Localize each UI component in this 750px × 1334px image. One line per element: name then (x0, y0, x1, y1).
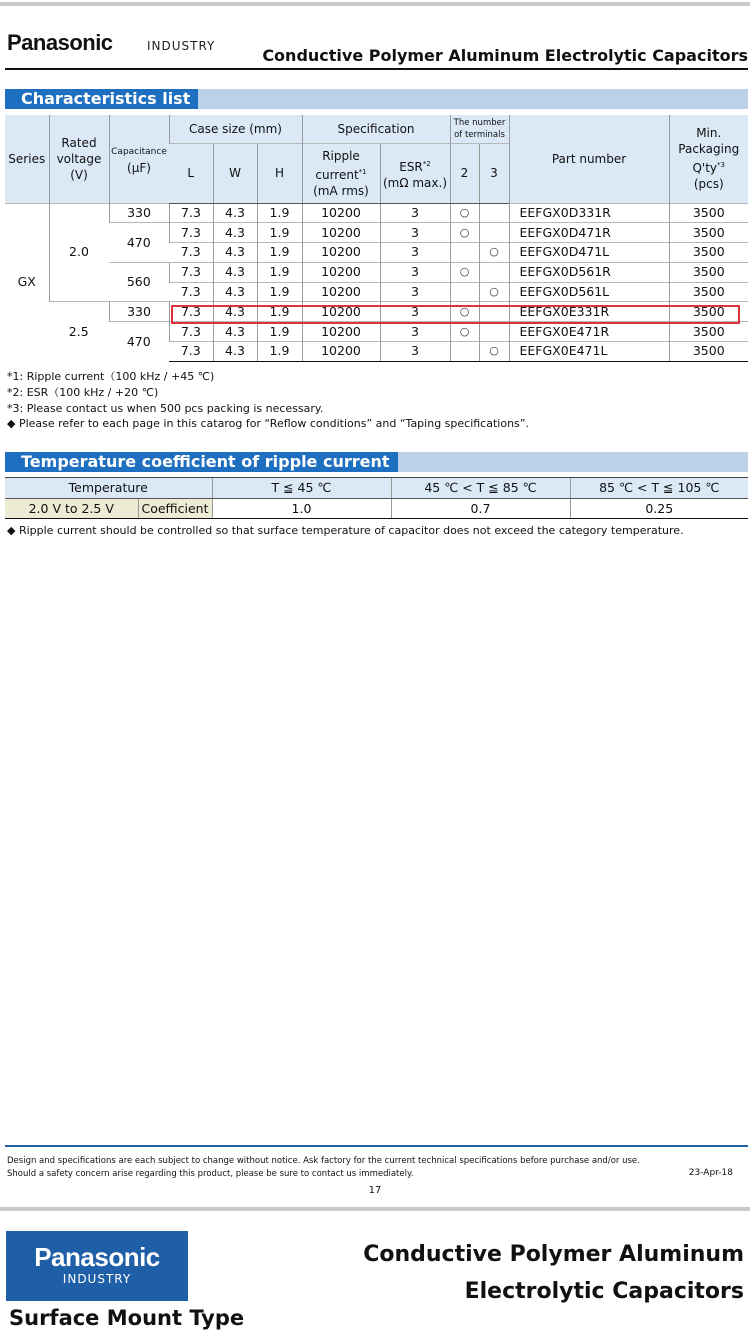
page-header (7, 30, 748, 70)
document-title: Conductive Polymer Aluminum Electrolytic Capacitors (262, 46, 748, 65)
header-rated-voltage: Rated voltage (V) (49, 115, 109, 203)
cell-part-number: EEFGX0E471R (509, 322, 669, 342)
cell-w: 4.3 (213, 243, 257, 263)
coefficient-label: Coefficient (138, 498, 212, 518)
table-row (5, 322, 748, 342)
capacitance-cell: 470 (109, 223, 169, 263)
voltage-cell: 2.0 (49, 203, 109, 302)
cell-terminal-3 (479, 262, 509, 282)
capacitance-cell: 560 (109, 262, 169, 302)
note-esr: *2: ESR（100 kHz / +20 ℃) (7, 385, 159, 399)
cell-terminal-2: ○ (450, 302, 479, 322)
cell-w: 4.3 (213, 223, 257, 243)
cell-h: 1.9 (257, 342, 302, 362)
capacitance-cell: 330 (109, 203, 169, 223)
cell-qty: 3500 (669, 243, 748, 263)
cell-part-number: EEFGX0D471L (509, 243, 669, 263)
cell-h: 1.9 (257, 203, 302, 223)
logo-subtext: INDUSTRY (62, 1272, 132, 1286)
page-number: 17 (368, 1185, 382, 1196)
next-title-line: Conductive Polymer Aluminum (363, 1242, 744, 1267)
mount-type-heading: Surface Mount Type (9, 1306, 245, 1330)
cell-esr: 3 (380, 342, 450, 362)
cell-terminal-2 (450, 282, 479, 302)
cell-l: 7.3 (169, 203, 213, 223)
brand-subtitle: INDUSTRY (147, 39, 216, 53)
cell-qty: 3500 (669, 322, 748, 342)
capacitance-cell: 470 (109, 322, 169, 362)
cell-ripple: 10200 (302, 322, 380, 342)
cell-terminal-2 (450, 243, 479, 263)
cell-h: 1.9 (257, 322, 302, 342)
header-esr: ESR$^{*2}$ (mΩ max.) (380, 143, 450, 203)
characteristics-notes (7, 369, 529, 432)
note-ripple: *1: Ripple current（100 kHz / +45 ℃) (7, 370, 215, 383)
cell-qty: 3500 (669, 342, 748, 362)
header-terminals: The number of terminals (450, 115, 509, 143)
brand-logo: Panasonic (7, 30, 113, 55)
cell-ripple: 10200 (302, 203, 380, 223)
cell-l: 7.3 (169, 282, 213, 302)
cell-w: 4.3 (213, 342, 257, 362)
cell-terminal-2: ○ (450, 223, 479, 243)
cell-h: 1.9 (257, 262, 302, 282)
characteristics-section-title: Characteristics list (5, 89, 198, 109)
coefficient-row (5, 498, 748, 518)
cell-w: 4.3 (213, 302, 257, 322)
cell-ripple: 10200 (302, 282, 380, 302)
cell-h: 1.9 (257, 282, 302, 302)
characteristics-table (5, 115, 748, 362)
cell-esr: 3 (380, 203, 450, 223)
cell-terminal-2 (450, 342, 479, 362)
table-row (5, 223, 748, 243)
temperature-note: ◆ Ripple current should be controlled so that surface temperature of capacitor does not exceed the category temperature. (7, 524, 684, 537)
disclaimer-line: Design and specifications are each subject to change without notice. Ask factory for the current technical specifications before purchase and/or use. (7, 1156, 640, 1166)
cell-l: 7.3 (169, 322, 213, 342)
note-reflow: ◆ Please refer to each page in this catarog for “Reflow conditions” and “Taping specifications”. (7, 417, 529, 431)
cell-ripple: 10200 (302, 342, 380, 362)
cell-terminal-3: ○ (479, 342, 509, 362)
cell-qty: 3500 (669, 203, 748, 223)
header-min-packaging: Min. Packaging $Q'ty^{*3}$ (pcs) (669, 115, 748, 203)
panasonic-logo (6, 1231, 188, 1301)
cell-w: 4.3 (213, 262, 257, 282)
range-cell: T ≦ 45 ℃ (212, 478, 391, 498)
cell-w: 4.3 (213, 282, 257, 302)
characteristics-section-header (5, 89, 748, 109)
coefficient-value: 1.0 (212, 498, 391, 518)
cell-ripple: 10200 (302, 223, 380, 243)
rated-voltage-range: 2.0 V to 2.5 V (5, 498, 138, 518)
note-packing: *3: Please contact us when 500 pcs packing is necessary. (7, 401, 324, 415)
cell-w: 4.3 (213, 203, 257, 223)
footer-date: 23-Apr-18 (688, 1168, 733, 1178)
temperature-section-header (5, 452, 748, 472)
series-cell: GX (5, 203, 49, 361)
cell-part-number: EEFGX0E331R (509, 302, 669, 322)
capacitance-cell: 330 (109, 302, 169, 322)
cell-qty: 3500 (669, 302, 748, 322)
header-h: H (257, 143, 302, 203)
header-part-number: Part number (509, 115, 669, 203)
temperature-table (5, 478, 748, 519)
header-divider (5, 68, 748, 70)
temperature-header: Temperature (5, 478, 212, 498)
cell-l: 7.3 (169, 342, 213, 362)
cell-part-number: EEFGX0D561L (509, 282, 669, 302)
cell-ripple: 10200 (302, 302, 380, 322)
header-case-size: Case size (mm) (169, 115, 302, 143)
header-l: L (169, 143, 213, 203)
cell-h: 1.9 (257, 302, 302, 322)
cell-qty: 3500 (669, 223, 748, 243)
coefficient-value: 0.25 (570, 498, 748, 518)
footer-divider (5, 1145, 748, 1147)
next-title-line: Electrolytic Capacitors (464, 1279, 744, 1304)
cell-part-number: EEFGX0E471L (509, 342, 669, 362)
voltage-cell: 2.5 (49, 302, 109, 361)
cell-esr: 3 (380, 322, 450, 342)
cell-esr: 3 (380, 243, 450, 263)
cell-h: 1.9 (257, 243, 302, 263)
logo-text: Panasonic (34, 1242, 160, 1272)
footer-disclaimer (7, 1155, 640, 1181)
cell-l: 7.3 (169, 223, 213, 243)
cell-ripple: 10200 (302, 243, 380, 263)
cell-terminal-3 (479, 322, 509, 342)
cell-ripple: 10200 (302, 262, 380, 282)
cell-h: 1.9 (257, 223, 302, 243)
page-break-divider (0, 1207, 750, 1211)
cell-terminal-3: ○ (479, 282, 509, 302)
header-terminal-2: 2 (450, 143, 479, 203)
highlight-box (171, 305, 740, 324)
header-terminal-3: 3 (479, 143, 509, 203)
cell-l: 7.3 (169, 302, 213, 322)
cell-terminal-2: ○ (450, 262, 479, 282)
cell-terminal-3 (479, 223, 509, 243)
header-series: Series (5, 115, 49, 203)
cell-part-number: EEFGX0D561R (509, 262, 669, 282)
coefficient-value: 0.7 (391, 498, 570, 518)
cell-w: 4.3 (213, 322, 257, 342)
next-page-title (363, 1236, 744, 1310)
cell-l: 7.3 (169, 262, 213, 282)
cell-qty: 3500 (669, 282, 748, 302)
cell-terminal-2: ○ (450, 322, 479, 342)
range-cell: 45 ℃ < T ≦ 85 ℃ (391, 478, 570, 498)
header-ripple-current: Ripple current$^{*1}$ (mA rms) (302, 143, 380, 203)
table-row (5, 262, 748, 282)
cell-l: 7.3 (169, 243, 213, 263)
cell-terminal-3: ○ (479, 243, 509, 263)
cell-esr: 3 (380, 262, 450, 282)
header-capacitance: Capacitance (μF) (109, 115, 169, 203)
top-divider (0, 2, 750, 6)
cell-terminal-3 (479, 203, 509, 223)
cell-esr: 3 (380, 302, 450, 322)
disclaimer-line: Should a safety concern arise regarding this product, please be sure to contact us immediately. (7, 1169, 414, 1179)
cell-part-number: EEFGX0D331R (509, 203, 669, 223)
table-row (5, 203, 748, 223)
temperature-header-row (5, 478, 748, 498)
cell-qty: 3500 (669, 262, 748, 282)
cell-esr: 3 (380, 282, 450, 302)
temperature-section-title: Temperature coefficient of ripple current (5, 452, 398, 472)
cell-terminal-2: ○ (450, 203, 479, 223)
cell-part-number: EEFGX0D471R (509, 223, 669, 243)
header-specification: Specification (302, 115, 450, 143)
header-w: W (213, 143, 257, 203)
cell-esr: 3 (380, 223, 450, 243)
range-cell: 85 ℃ < T ≦ 105 ℃ (570, 478, 748, 498)
